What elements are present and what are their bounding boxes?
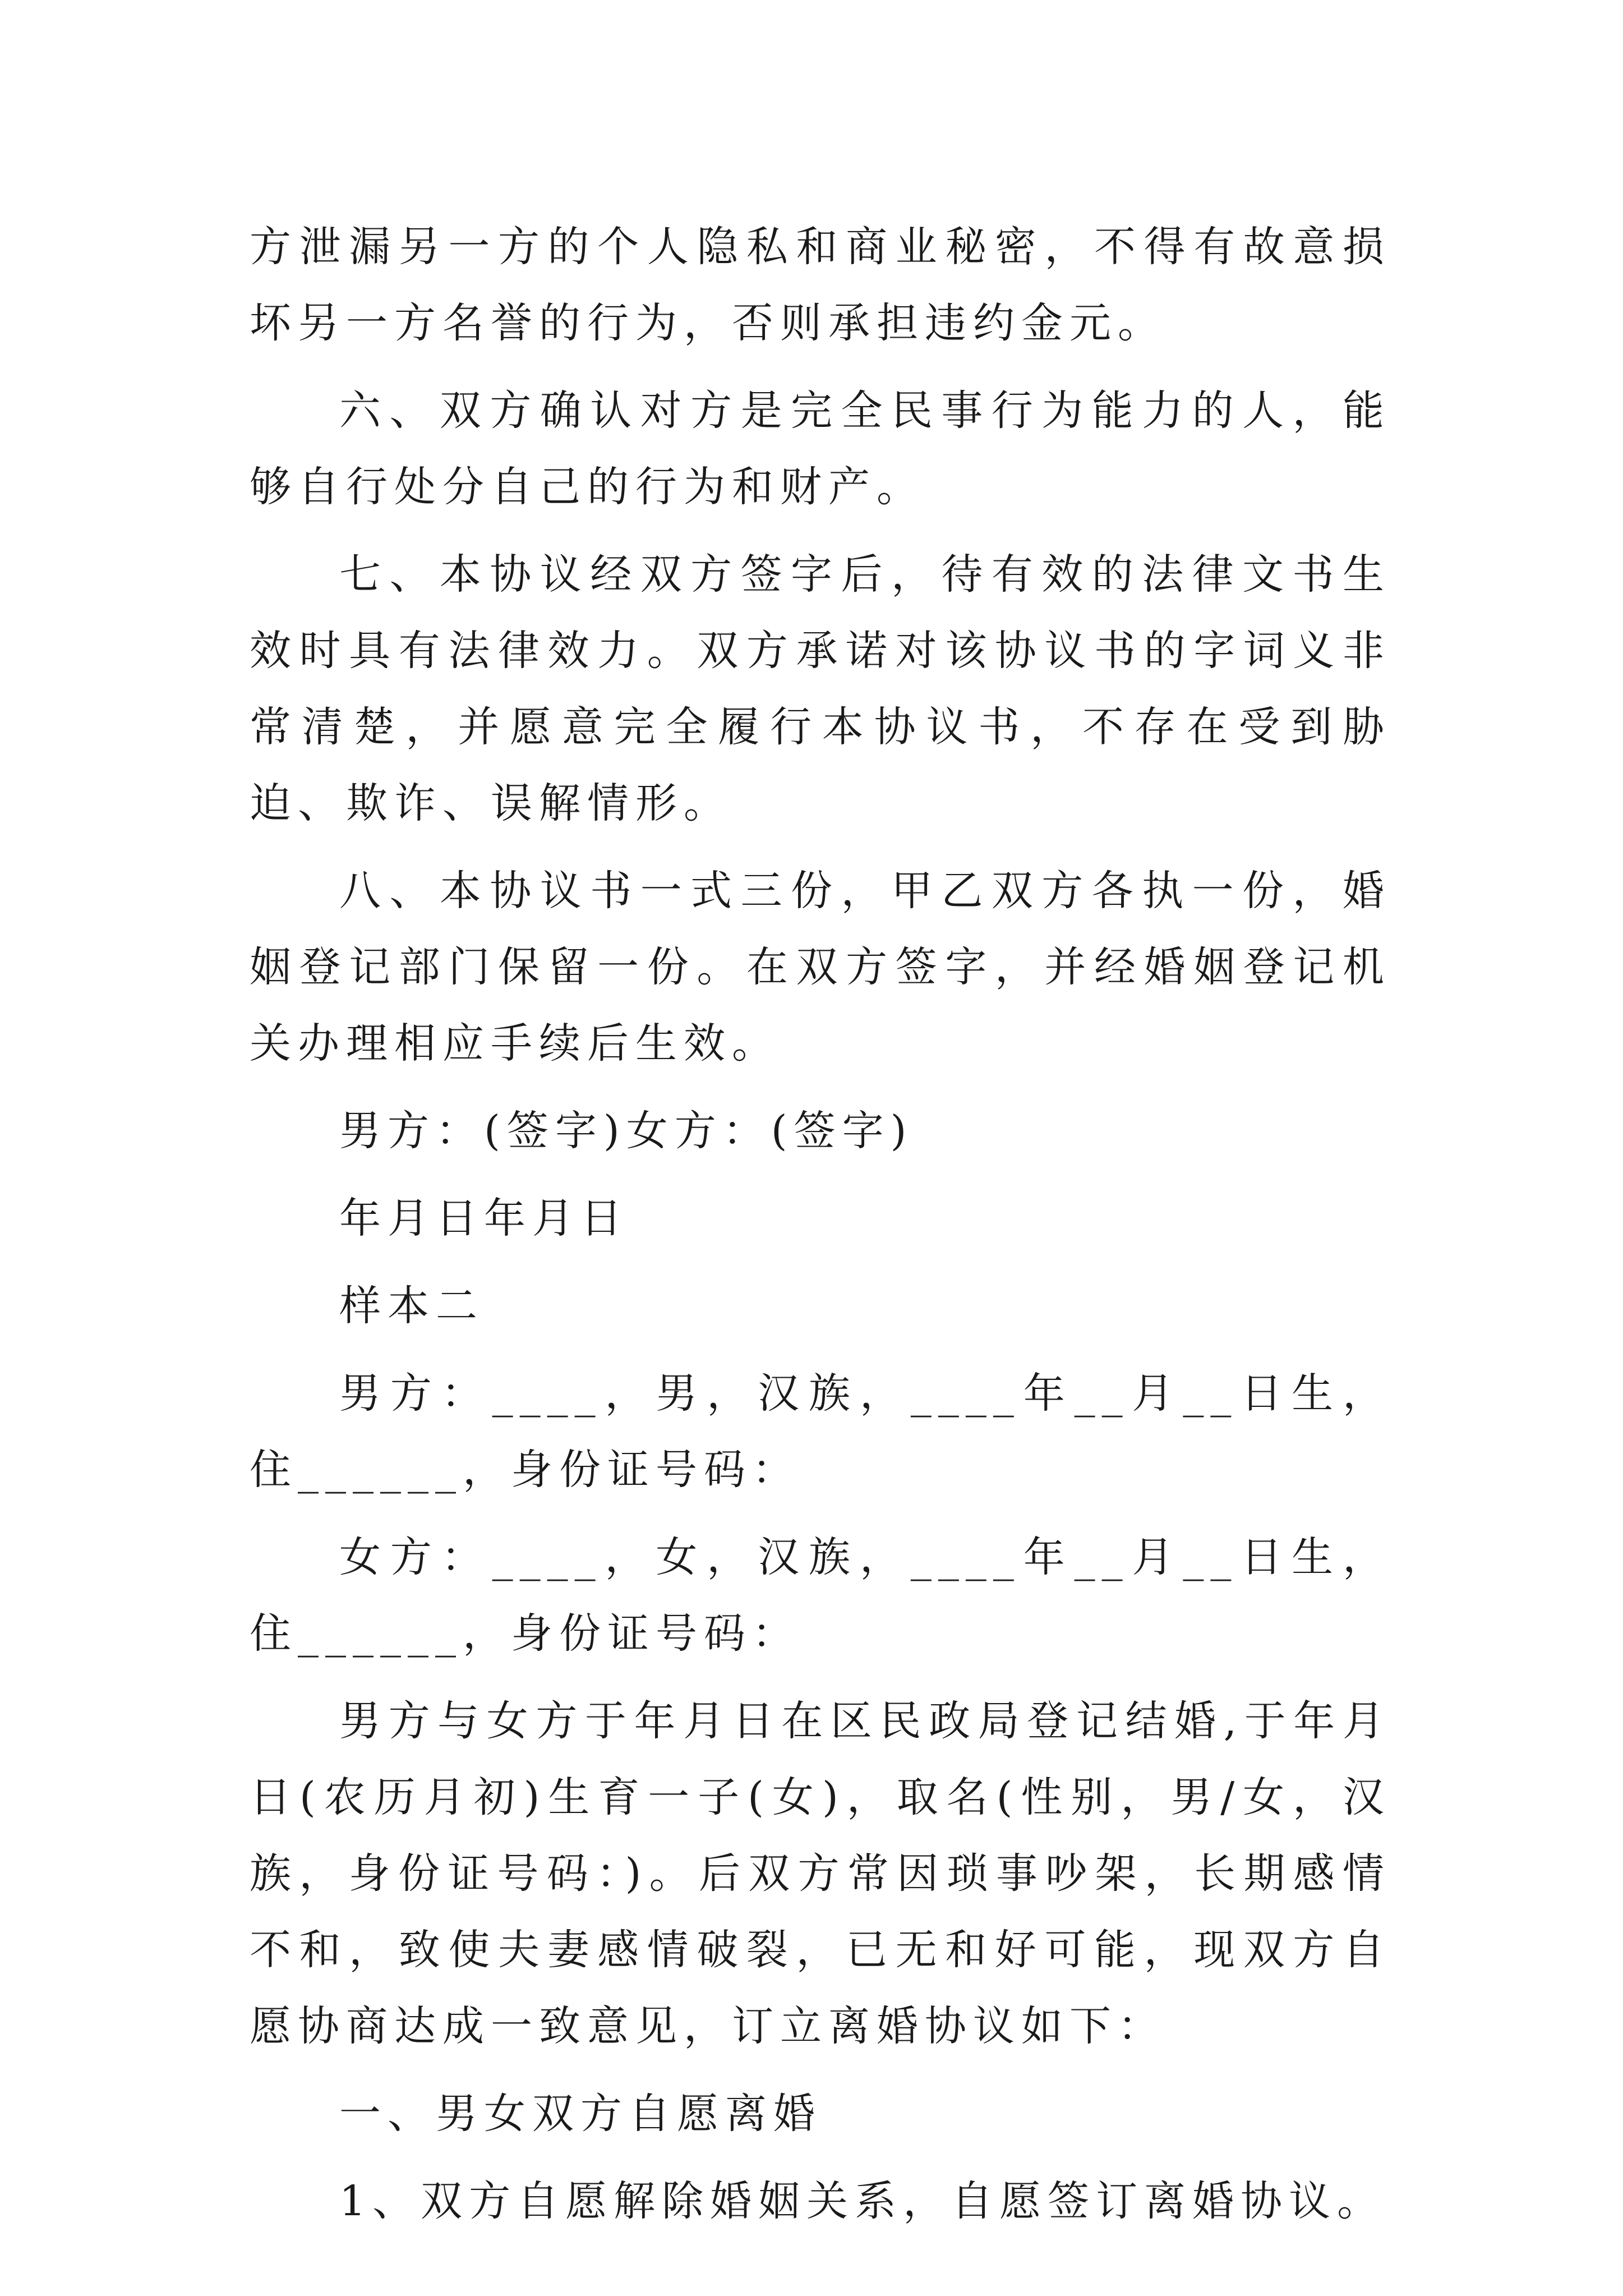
male-party-info: 男方：____，男，汉族，____年__月__日生，住______，身份证号码： — [250, 1369, 1391, 1494]
sample-two-heading: 样本二 — [339, 1282, 484, 1330]
date-line: 年月日年月日 — [339, 1194, 629, 1243]
paragraph-clause-7: 七、本协议经双方签字后，待有效的法律文书生效时具有法律效力。双方承诺对该协议书的字词义非常清楚，并愿意完全履行本协议书，不存在受到胁迫、欺诈、误解情形。 — [250, 550, 1391, 827]
item-1-dissolve-marriage: 1、双方自愿解除婚姻关系，自愿签订离婚协议。 — [339, 2177, 1386, 2225]
section-heading-divorce: 一、男女双方自愿离婚 — [339, 2090, 822, 2138]
female-party-info: 女方：____，女，汉族，____年__月__日生，住______，身份证号码： — [250, 1533, 1391, 1658]
document-body — [250, 209, 1391, 2251]
paragraph-clause-6: 六、双方确认对方是完全民事行为能力的人，能够自行处分自己的行为和财产。 — [250, 386, 1391, 511]
signature-line: 男方：(签字)女方：(签字) — [339, 1107, 914, 1155]
preamble-paragraph: 男方与女方于年月日在区民政局登记结婚,于年月日(农历月初)生育一子(女)，取名(性别，男/女，汉族，身份证号码：)。后双方常因琐事吵架，长期感情不和，致使夫妻感情破裂，已无和好可能，现双方自愿协商达成一致意见，订立离婚协议如下： — [250, 1697, 1391, 2050]
paragraph-clause-8: 八、本协议书一式三份，甲乙双方各执一份，婚姻登记部门保留一份。在双方签字，并经婚姻登记机关办理相应手续后生效。 — [250, 867, 1391, 1068]
paragraph-clause-5-continued: 方泄漏另一方的个人隐私和商业秘密，不得有故意损坏另一方名誉的行为，否则承担违约金元。 — [250, 223, 1391, 347]
